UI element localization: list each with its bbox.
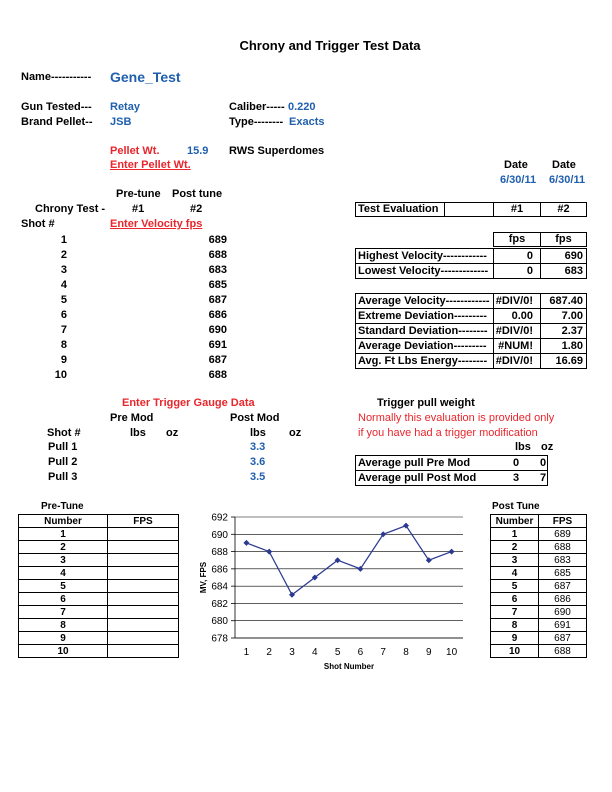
- brand-value: JSB: [110, 116, 132, 128]
- row-number: 6: [19, 593, 108, 606]
- shot-number: 6: [60, 309, 67, 321]
- row-fps[interactable]: 688: [539, 541, 587, 554]
- row-fps[interactable]: 688: [539, 645, 587, 658]
- shot-velocity: 691: [208, 339, 227, 351]
- caliber-label: Caliber-----: [229, 101, 285, 113]
- shot-velocity: 689: [208, 234, 227, 246]
- posttune-label: Post tune: [172, 188, 223, 200]
- table-row: [19, 593, 179, 606]
- row-number: 1: [19, 528, 108, 541]
- eval-row-val1: 0: [526, 250, 533, 262]
- row-fps[interactable]: 691: [539, 619, 587, 632]
- row-fps[interactable]: 686: [539, 593, 587, 606]
- gun-label: Gun Tested---: [21, 101, 92, 113]
- eval-row-val1: #NUM!: [498, 340, 533, 352]
- eval-row-label: Average Deviation---------: [358, 340, 487, 352]
- shot-velocity: 687: [208, 294, 227, 306]
- eval-divider: [493, 354, 494, 368]
- table-header-row: [19, 515, 179, 528]
- row-number: 5: [491, 580, 539, 593]
- y-tick-label: 686: [211, 564, 228, 576]
- unit1-cell: [493, 232, 541, 247]
- unit2-cell: [540, 232, 587, 247]
- row-fps[interactable]: [108, 580, 179, 593]
- table-row: [491, 580, 587, 593]
- eval-divider: [493, 324, 494, 338]
- brand-label: Brand Pellet--: [21, 116, 93, 128]
- enter-trigger-label[interactable]: Enter Trigger Gauge Data: [122, 397, 255, 409]
- unit1: fps: [508, 233, 526, 245]
- y-tick-label: 680: [211, 616, 228, 628]
- caliber-value: 0.220: [288, 101, 316, 113]
- data-point: [449, 549, 455, 555]
- row-number: 8: [19, 619, 108, 632]
- eval-row-val1: #DIV/0!: [495, 325, 533, 337]
- type-value: Exacts: [289, 116, 325, 128]
- eval-row-label: Average Velocity------------: [358, 295, 490, 307]
- row-number: 3: [19, 554, 108, 567]
- data-point: [266, 549, 272, 555]
- eval-h2-cell: [540, 202, 587, 217]
- x-tick-label: 2: [266, 647, 272, 658]
- table-row: [491, 567, 587, 580]
- row-number: 7: [491, 606, 539, 619]
- x-tick-label: 9: [426, 647, 432, 658]
- avg-pull-pre-lbs: 0: [513, 457, 520, 469]
- eval-divider: [540, 324, 541, 338]
- eval-header-cell: [355, 202, 445, 217]
- shot-velocity: 685: [208, 279, 227, 291]
- y-tick-label: 690: [211, 529, 228, 541]
- row-fps[interactable]: [108, 632, 179, 645]
- eval-row-val1: #DIV/0!: [495, 355, 533, 367]
- eval-divider: [540, 354, 541, 368]
- eval-h1-cell: [493, 202, 541, 217]
- row-fps[interactable]: [108, 619, 179, 632]
- eval-row-val2: 687.40: [549, 295, 583, 307]
- eval-divider: [493, 264, 494, 278]
- shot-number: 9: [60, 354, 67, 366]
- eval-row-val2: 1.80: [561, 340, 583, 352]
- row-number: 7: [19, 606, 108, 619]
- eval-divider: [493, 294, 494, 308]
- shot-velocity: 688: [208, 369, 227, 381]
- eval-row-val2: 16.69: [555, 355, 583, 367]
- eval-row-val2: 683: [564, 265, 583, 277]
- eval-header: Test Evaluation: [358, 203, 439, 215]
- chrony-col1-label: #1: [132, 203, 145, 215]
- y-tick-label: 678: [211, 633, 228, 645]
- premod-label: Pre Mod: [110, 412, 154, 424]
- pull-label: Pull 3: [48, 471, 78, 483]
- table-row: [19, 606, 179, 619]
- pretune-label: Pre-tune: [116, 188, 161, 200]
- eval-row: [355, 293, 587, 309]
- row-number: 3: [491, 554, 539, 567]
- shot-label: Shot #: [21, 218, 55, 230]
- date-value-1: 6/30/11: [500, 174, 537, 186]
- row-fps[interactable]: [108, 554, 179, 567]
- enter-pellet-wt-link[interactable]: Enter Pellet Wt.: [110, 159, 191, 171]
- shot-velocity: 690: [208, 324, 227, 336]
- row-fps[interactable]: [108, 567, 179, 580]
- y-tick-label: 682: [211, 598, 228, 610]
- x-tick-label: 3: [289, 647, 295, 658]
- data-point: [243, 540, 249, 546]
- eval-row: [355, 353, 587, 369]
- row-number: 5: [19, 580, 108, 593]
- pellet-name: RWS Superdomes: [229, 145, 325, 157]
- avg-pull-post-row: [355, 470, 548, 486]
- date-value-2: 6/30/11: [549, 174, 586, 186]
- table-row: [491, 632, 587, 645]
- eval-divider: [493, 249, 494, 263]
- shot-velocity: 683: [208, 264, 227, 276]
- pretune-table-title: Pre-Tune: [41, 501, 84, 512]
- trigger-note-2: if you have had a trigger modification: [358, 427, 538, 439]
- avg-pull-pre-label: Average pull Pre Mod: [358, 457, 471, 469]
- eval-row-val2: 690: [564, 250, 583, 262]
- shot-velocity: 688: [208, 249, 227, 261]
- row-fps[interactable]: [108, 645, 179, 658]
- avg-pull-post-oz: 7: [540, 472, 547, 484]
- eval-h1: #1: [510, 203, 524, 215]
- eval-divider: [493, 339, 494, 353]
- eval-divider: [540, 339, 541, 353]
- eval-row: [355, 308, 587, 324]
- eval-row-label: Lowest Velocity-------------: [358, 265, 489, 277]
- shot-velocity: 686: [208, 309, 227, 321]
- shot-number: 10: [54, 369, 67, 381]
- x-tick-label: 10: [446, 647, 458, 658]
- eval-divider: [540, 264, 541, 278]
- name-label: Name-----------: [21, 71, 92, 83]
- page-title: Chrony and Trigger Test Data: [239, 38, 421, 53]
- date-label-1: Date: [504, 159, 528, 171]
- row-number: 9: [491, 632, 539, 645]
- x-tick-label: 6: [357, 647, 364, 658]
- table-row: [491, 554, 587, 567]
- pull-post-value: 3.6: [250, 456, 266, 468]
- row-fps[interactable]: 685: [539, 567, 587, 580]
- table-row: [19, 541, 179, 554]
- row-number: 4: [491, 567, 539, 580]
- eval-row: [355, 263, 587, 279]
- table-row: [19, 580, 179, 593]
- shot-number: 4: [60, 279, 67, 291]
- eval-row: [355, 323, 587, 339]
- eval-header-gap: [444, 202, 494, 217]
- table-row: [491, 593, 587, 606]
- row-number: 2: [19, 541, 108, 554]
- y-tick-label: 692: [211, 512, 228, 524]
- avg-pull-post-label: Average pull Post Mod: [358, 472, 477, 484]
- trigger-shot-label: Shot #: [47, 427, 81, 439]
- row-fps[interactable]: 690: [539, 606, 587, 619]
- gun-value: Retay: [110, 101, 140, 113]
- table-row: [19, 619, 179, 632]
- avg-pull-post-lbs: 3: [513, 472, 520, 484]
- series-line: [246, 526, 451, 595]
- pull-label: Pull 1: [48, 441, 78, 453]
- chrony-test-label: Chrony Test -: [35, 203, 106, 215]
- table-row: [19, 632, 179, 645]
- row-fps[interactable]: 683: [539, 554, 587, 567]
- table-row: [19, 528, 179, 541]
- pretune-table: [18, 514, 179, 658]
- type-label: Type--------: [229, 116, 284, 128]
- row-number: 6: [491, 593, 539, 606]
- eval-row: [355, 338, 587, 354]
- row-number: 4: [19, 567, 108, 580]
- row-fps[interactable]: [108, 541, 179, 554]
- eval-divider: [540, 309, 541, 323]
- row-number: 8: [491, 619, 539, 632]
- trigger-weight-title: Trigger pull weight: [377, 397, 475, 409]
- posttune-col-number: Number: [491, 515, 539, 528]
- shot-number: 5: [60, 294, 67, 306]
- avg-pull-pre-row: [355, 455, 548, 471]
- name-value: Gene_Test: [110, 69, 181, 85]
- velocity-line-chart: [183, 504, 473, 680]
- eval-divider: [540, 294, 541, 308]
- row-number: 9: [19, 632, 108, 645]
- pull-post-value: 3.3: [250, 441, 266, 453]
- avg-pull-pre-oz: 0: [540, 457, 547, 469]
- chrony-col2-label: #2: [190, 203, 203, 215]
- table-header-row: [491, 515, 587, 528]
- table-row: [491, 606, 587, 619]
- row-fps[interactable]: [108, 593, 179, 606]
- row-number: 2: [491, 541, 539, 554]
- post-lbs-label: lbs: [250, 427, 266, 439]
- eval-row-label: Highest Velocity------------: [358, 250, 487, 262]
- pretune-col-fps: FPS: [108, 515, 179, 528]
- x-tick-label: 4: [312, 647, 318, 658]
- row-number: 1: [491, 528, 539, 541]
- row-fps[interactable]: [108, 528, 179, 541]
- eval-row-val2: 7.00: [561, 310, 583, 322]
- x-tick-label: 8: [403, 647, 409, 658]
- x-tick-label: 7: [380, 647, 386, 658]
- trigger-note-1: Normally this evaluation is provided only: [358, 412, 555, 424]
- x-tick-label: 1: [243, 647, 250, 658]
- pre-lbs-label: lbs: [130, 427, 146, 439]
- table-row: [491, 645, 587, 658]
- eval-row-val2: 2.37: [561, 325, 583, 337]
- posttune-col-fps: FPS: [539, 515, 587, 528]
- table-row: [491, 541, 587, 554]
- y-tick-label: 684: [211, 581, 228, 593]
- avg-lbs-label: lbs: [515, 441, 531, 453]
- row-fps[interactable]: [108, 606, 179, 619]
- row-fps[interactable]: 689: [539, 528, 587, 541]
- table-row: [491, 619, 587, 632]
- table-row: [19, 567, 179, 580]
- pretune-col-number: Number: [19, 515, 108, 528]
- row-number: 10: [491, 645, 539, 658]
- eval-h2: #2: [557, 203, 570, 215]
- shot-velocity: 687: [208, 354, 227, 366]
- pull-label: Pull 2: [48, 456, 78, 468]
- avg-oz-label: oz: [541, 441, 554, 453]
- shot-number: 3: [60, 264, 67, 276]
- eval-row-val1: #DIV/0!: [495, 295, 533, 307]
- pre-oz-label: oz: [166, 427, 179, 439]
- eval-row-label: Extreme Deviation---------: [358, 310, 487, 322]
- postmod-label: Post Mod: [230, 412, 280, 424]
- y-tick-label: 688: [211, 547, 228, 559]
- row-fps[interactable]: 687: [539, 632, 587, 645]
- eval-row: [355, 248, 587, 264]
- shot-number: 8: [60, 339, 67, 351]
- avg-pull-divider: [547, 455, 548, 486]
- table-row: [491, 528, 587, 541]
- table-row: [19, 645, 179, 658]
- posttune-table: [490, 514, 587, 658]
- posttune-table-title: Post Tune: [492, 501, 540, 512]
- unit2: fps: [555, 233, 572, 245]
- row-number: 10: [19, 645, 108, 658]
- pellet-wt-value: 15.9: [187, 145, 209, 157]
- eval-divider: [493, 309, 494, 323]
- shot-number: 7: [60, 324, 67, 336]
- pull-post-value: 3.5: [250, 471, 266, 483]
- enter-velocity-link[interactable]: Enter Velocity fps: [110, 218, 203, 230]
- eval-divider: [540, 249, 541, 263]
- x-axis-label: Shot Number: [323, 662, 375, 671]
- date-label-2: Date: [552, 159, 576, 171]
- eval-row-val1: 0.00: [511, 310, 533, 322]
- shot-number: 1: [60, 234, 67, 246]
- shot-number: 2: [60, 249, 67, 261]
- x-tick-label: 5: [334, 647, 341, 658]
- eval-row-label: Avg. Ft Lbs Energy--------: [358, 355, 488, 367]
- y-axis-label: MV, FPS: [199, 561, 208, 594]
- eval-row-label: Standard Deviation--------: [358, 325, 488, 337]
- pellet-wt-label: Pellet Wt.: [110, 145, 160, 157]
- eval-row-val1: 0: [526, 265, 533, 277]
- row-fps[interactable]: 687: [539, 580, 587, 593]
- table-row: [19, 554, 179, 567]
- post-oz-label: oz: [289, 427, 302, 439]
